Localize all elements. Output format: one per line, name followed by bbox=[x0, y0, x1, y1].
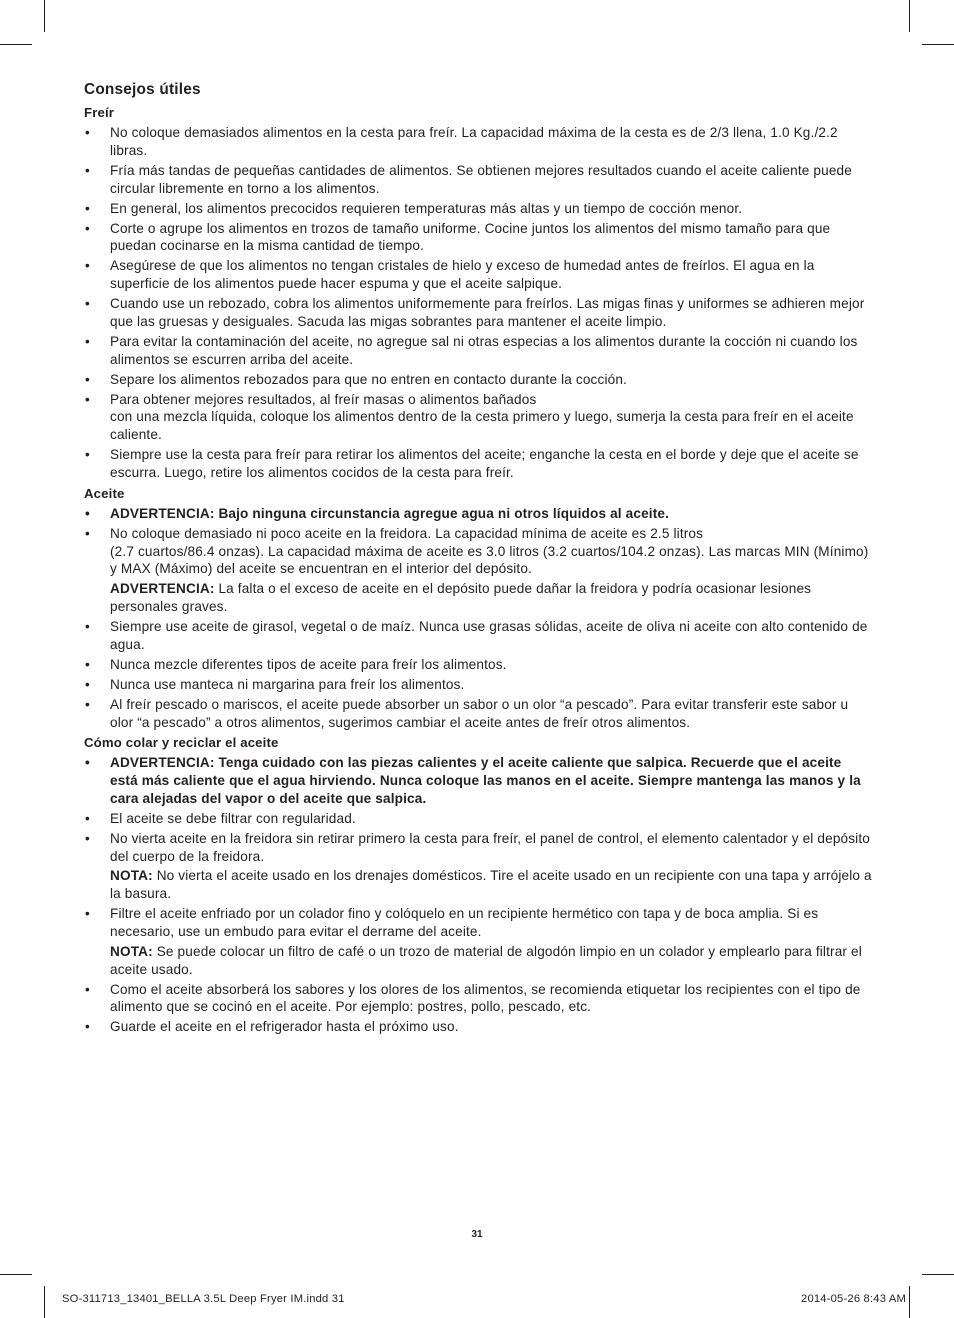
item-text: Guarde el aceite en el refrigerador hasta el próximo uso. bbox=[110, 1019, 459, 1035]
list-item bbox=[84, 981, 872, 1017]
bullet-list bbox=[84, 754, 872, 1036]
crop-mark bbox=[0, 44, 32, 45]
item-text: Para obtener mejores resultados, al freír masas o alimentos bañados bbox=[110, 391, 537, 407]
crop-mark bbox=[44, 1286, 45, 1318]
list-item bbox=[84, 810, 872, 828]
item-text: Filtre el aceite enfriado por un colador fino y colóquelo en un recipiente hermético con tapa y de boca amplia. Si es necesario, use un embudo para evitar el derrame del aceite. bbox=[110, 906, 819, 940]
item-text: Corte o agrupe los alimentos en trozos de tamaño uniforme. Cocine juntos los alimentos del mismo tamaño para que puedan cocinarse en la misma cantidad de tiempo. bbox=[110, 220, 831, 254]
list-item bbox=[84, 525, 872, 616]
item-text: Asegúrese de que los alimentos no tengan cristales de hielo y exceso de humedad antes de freírlos. El agua en la superficie de los alimentos puede hacer espuma y que el aceite salpique. bbox=[110, 258, 815, 292]
item-text: Siempre use aceite de girasol, vegetal o de maíz. Nunca use grasas sólidas, aceite de oliva ni aceite con alto contenido de agua. bbox=[110, 618, 868, 652]
item-text: Al freír pescado o mariscos, el aceite puede absorber un sabor o un olor “a pescado”. Para evitar transferir este sabor u olor “a pescado” a otros alimentos, sugerimos cambiar el aceite antes de freír otros alimentos. bbox=[110, 696, 849, 730]
item-text: En general, los alimentos precocidos requieren temperaturas más altas y un tiempo de cocción menor. bbox=[110, 200, 743, 216]
list-item bbox=[84, 656, 872, 674]
note-text: No vierta el aceite usado en los drenajes domésticos. Tire el aceite usado en un recipiente con una tapa y arrójelo a la basura. bbox=[110, 868, 872, 902]
list-item bbox=[84, 391, 872, 444]
list-item bbox=[84, 505, 872, 523]
note-label: ADVERTENCIA: bbox=[110, 581, 215, 597]
item-text: Nunca use manteca ni margarina para freír los alimentos. bbox=[110, 676, 465, 692]
crop-mark bbox=[0, 1274, 32, 1275]
footer-timestamp: 2014-05-26 8:43 AM bbox=[801, 1293, 906, 1305]
list-item bbox=[84, 676, 872, 694]
crop-mark bbox=[909, 0, 910, 32]
note-text: La falta o el exceso de aceite en el depósito puede dañar la freidora y podría ocasionar lesiones personales graves. bbox=[110, 581, 812, 614]
list-item bbox=[84, 257, 872, 293]
footer-file-info: SO-311713_13401_BELLA 3.5L Deep Fryer IM.indd 31 bbox=[62, 1293, 345, 1305]
list-item bbox=[84, 200, 872, 218]
item-text: No coloque demasiado ni poco aceite en la freidora. La capacidad mínima de aceite es 2.5 litros bbox=[110, 525, 704, 541]
page-title: Consejos útiles bbox=[84, 81, 201, 98]
item-text: Fría más tandas de pequeñas cantidades de alimentos. Se obtienen mejores resultados cuando el aceite caliente puede circular libremente en torno a los alimentos. bbox=[110, 162, 852, 196]
list-item bbox=[84, 1018, 872, 1036]
sections-container bbox=[84, 104, 872, 1036]
note-label: NOTA: bbox=[110, 868, 153, 884]
item-text: No coloque demasiados alimentos en la cesta para freír. La capacidad máxima de la cesta es de 2/3 llena, 1.0 Kg./2.2 libras. bbox=[110, 125, 838, 158]
page-number: 31 bbox=[471, 1229, 483, 1240]
item-text: El aceite se debe filtrar con regularidad. bbox=[110, 810, 356, 826]
item-text: Como el aceite absorberá los sabores y los olores de los alimentos, se recomienda etiquetar los recipientes con el tipo de alimento que se cocinó en el aceite. Por ejemplo: postres, pollo, pescado, etc. bbox=[110, 981, 861, 1015]
list-item bbox=[84, 618, 872, 654]
bullet-list bbox=[84, 505, 872, 732]
list-item bbox=[84, 371, 872, 389]
item-text-continued: con una mezcla líquida, coloque los alimentos dentro de la cesta primero y luego, sumerja la cesta para freír en el aceite caliente. bbox=[110, 409, 854, 443]
section-heading: Aceite bbox=[84, 485, 125, 501]
item-text: : Bajo ninguna circunstancia agregue agua ni otros líquidos al aceite. bbox=[209, 505, 670, 521]
crop-mark bbox=[922, 44, 954, 45]
list-item bbox=[84, 696, 872, 732]
item-text: Cuando use un rebozado, cobra los alimentos uniformemente para freírlos. Las migas finas y uniformes se adhieren mejor que las gruesas y desiguales. Sacuda las migas sobrantes para mantener el aceite limpio. bbox=[110, 296, 865, 329]
item-text: Para evitar la contaminación del aceite, no agregue sal ni otras especias a los alimentos durante la cocción ni cuando los alimentos se escurren arriba del aceite. bbox=[110, 333, 858, 367]
crop-mark bbox=[44, 0, 45, 32]
item-text: Tenga cuidado con las piezas calientes y el aceite caliente que salpica. Recuerde que el aceite está más caliente que el agua hirviendo. Nunca coloque las manos en el aceite. Siempre mantenga las manos y la cara alejadas del vapor o del aceite que salpica. bbox=[110, 755, 861, 806]
list-item bbox=[84, 162, 872, 198]
item-text: No vierta aceite en la freidora sin retirar primero la cesta para freír, el panel de control, el elemento calentador y el depósito del cuerpo de la freidora. bbox=[110, 830, 870, 864]
item-note bbox=[110, 943, 872, 979]
list-item bbox=[84, 830, 872, 903]
item-text-continued: (2.7 cuartos/86.4 onzas). La capacidad máxima de aceite es 3.0 litros (3.2 cuartos/104.2 onzas). Las marcas MIN (Mínimo) y MAX (Máximo) del aceite se encuentran en el interior del depósito. bbox=[110, 543, 869, 577]
note-text: Se puede colocar un filtro de café o un trozo de material de algodón limpio en un colador y emplearlo para filtrar el aceite usado. bbox=[110, 943, 862, 977]
item-text: Separe los alimentos rebozados para que no entren en contacto durante la cocción. bbox=[110, 371, 627, 387]
bullet-list bbox=[84, 124, 872, 482]
item-note bbox=[110, 580, 872, 616]
page-content bbox=[84, 80, 872, 1039]
list-item bbox=[84, 220, 872, 256]
list-item bbox=[84, 754, 872, 807]
crop-mark bbox=[922, 1274, 954, 1275]
list-item bbox=[84, 905, 872, 978]
list-item bbox=[84, 333, 872, 369]
crop-mark bbox=[909, 1286, 910, 1318]
section-heading: Freír bbox=[84, 105, 115, 120]
list-item bbox=[84, 295, 872, 331]
item-text: Siempre use la cesta para freír para retirar los alimentos del aceite; enganche la cesta en el borde y deje que el aceite se escurra. Luego, retire los alimentos cocidos de la cesta para freír. bbox=[110, 447, 859, 481]
item-text: Nunca mezcle diferentes tipos de aceite para freír los alimentos. bbox=[110, 656, 507, 672]
warning-label: ADVERTENCIA bbox=[110, 505, 210, 521]
section-heading: Cómo colar y reciclar el aceite bbox=[84, 735, 279, 751]
list-item bbox=[84, 124, 872, 160]
note-label: NOTA: bbox=[110, 943, 153, 959]
warning-label: ADVERTENCIA: bbox=[110, 755, 215, 771]
item-note bbox=[110, 867, 872, 903]
list-item bbox=[84, 446, 872, 482]
